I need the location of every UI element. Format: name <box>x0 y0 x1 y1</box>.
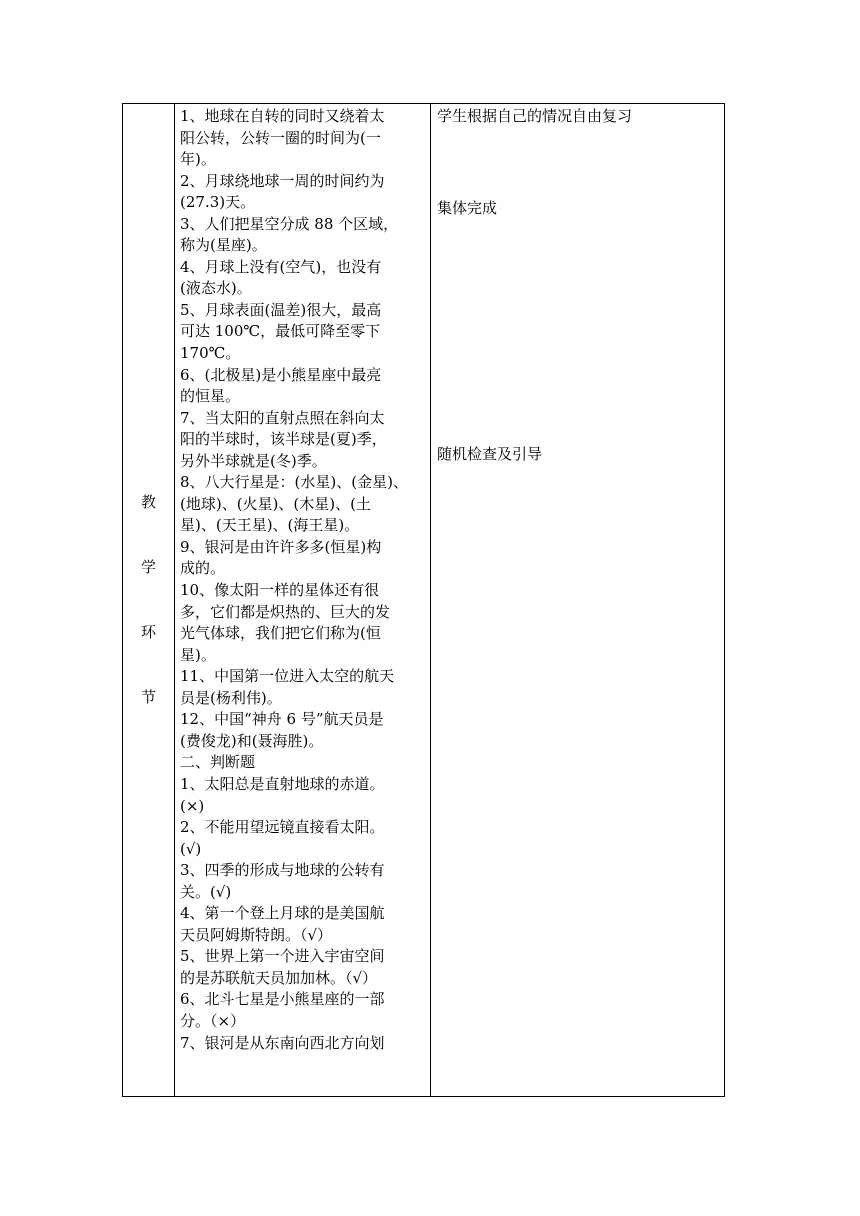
note-self-review: 学生根据自己的情况自由复习 <box>437 107 633 125</box>
content-line: 可达 100℃，最低可降至零下 <box>180 322 381 341</box>
content-line: 1、地球在自转的同时又绕着太 <box>180 107 385 125</box>
section-label-char: 环 <box>140 623 156 641</box>
content-line: 7、银河是从东南向西北方向划 <box>180 1033 385 1052</box>
content-line: 阳的半球时，该半球是(夏)季， <box>180 430 387 449</box>
content-line: 9、银河是由许许多多(恒星)构 <box>180 537 382 556</box>
note-random-check: 随机检查及引导 <box>437 445 543 463</box>
content-line: 星)。 <box>180 645 216 664</box>
content-line: (×) <box>180 796 205 815</box>
content-line: 天员阿姆斯特朗。（√） <box>180 925 333 944</box>
content-line: 另外半球就是(冬)季。 <box>180 451 327 470</box>
content-line: 1、太阳总是直射地球的赤道。 <box>180 774 385 793</box>
section-heading: 二、判断题 <box>180 753 256 772</box>
content-line: (√) <box>180 839 202 858</box>
content-line: 分。（×） <box>180 1011 246 1030</box>
content-line: (液态水)。 <box>180 279 252 298</box>
content-line: 2、月球绕地球一周的时间约为 <box>180 171 385 190</box>
content-line: 6、北斗七星是小熊星座的一部 <box>180 990 385 1009</box>
content-line: 年)。 <box>180 150 216 169</box>
section-label-char: 教 <box>140 493 156 511</box>
content-line: 员是(杨利伟)。 <box>180 688 282 707</box>
content-column <box>180 106 428 1054</box>
section-label-char: 节 <box>140 688 156 706</box>
content-line: 3、四季的形成与地球的公转有 <box>180 861 385 880</box>
column-divider-2 <box>430 104 431 1096</box>
content-line: 多，它们都是炽热的、巨大的发 <box>180 602 391 621</box>
content-line: 称为(星座)。 <box>180 236 267 255</box>
content-line: 的恒星。 <box>180 387 241 406</box>
content-line: 12、中国“神舟 6 号”航天员是 <box>180 710 384 729</box>
column-divider-1 <box>174 104 175 1096</box>
content-line: (27.3)天。 <box>180 193 256 212</box>
lesson-table <box>122 103 725 1097</box>
content-line: 4、第一个登上月球的是美国航 <box>180 904 385 923</box>
content-line: 6、(北极星)是小熊星座中最亮 <box>180 365 382 384</box>
content-line: 3、人们把星空分成 88 个区域， <box>180 214 399 233</box>
content-line: 5、月球表面(温差)很大，最高 <box>180 300 382 319</box>
content-line: 5、世界上第一个进入宇宙空间 <box>180 947 385 966</box>
content-line: 8、八大行星是：(水星)、(金星)、 <box>180 473 408 492</box>
content-line: 170℃。 <box>180 344 241 363</box>
content-line: 的是苏联航天员加加林。（√） <box>180 968 378 987</box>
content-line: 2、不能用望远镜直接看太阳。 <box>180 818 385 837</box>
content-line: 关。(√) <box>180 882 232 901</box>
content-line: (地球)、(火星)、(木星)、(土 <box>180 494 371 513</box>
content-line: 成的。 <box>180 559 226 578</box>
content-line: (费俊龙)和(聂海胜)。 <box>180 731 324 750</box>
content-line: 11、中国第一位进入太空的航天 <box>180 667 395 686</box>
section-label-column <box>123 104 174 1096</box>
content-line: 阳公转，公转一圈的时间为(一 <box>180 128 381 147</box>
content-line: 星)、(天王星)、(海王星)。 <box>180 516 360 535</box>
note-group-work: 集体完成 <box>437 199 498 217</box>
content-line: 4、月球上没有(空气)，也没有 <box>180 257 382 276</box>
content-line: 光气体球，我们把它们称为(恒 <box>180 624 381 643</box>
content-line: 7、当太阳的直射点照在斜向太 <box>180 408 385 427</box>
content-line: 10、像太阳一样的星体还有很 <box>180 581 380 600</box>
section-label-char: 学 <box>140 558 156 576</box>
